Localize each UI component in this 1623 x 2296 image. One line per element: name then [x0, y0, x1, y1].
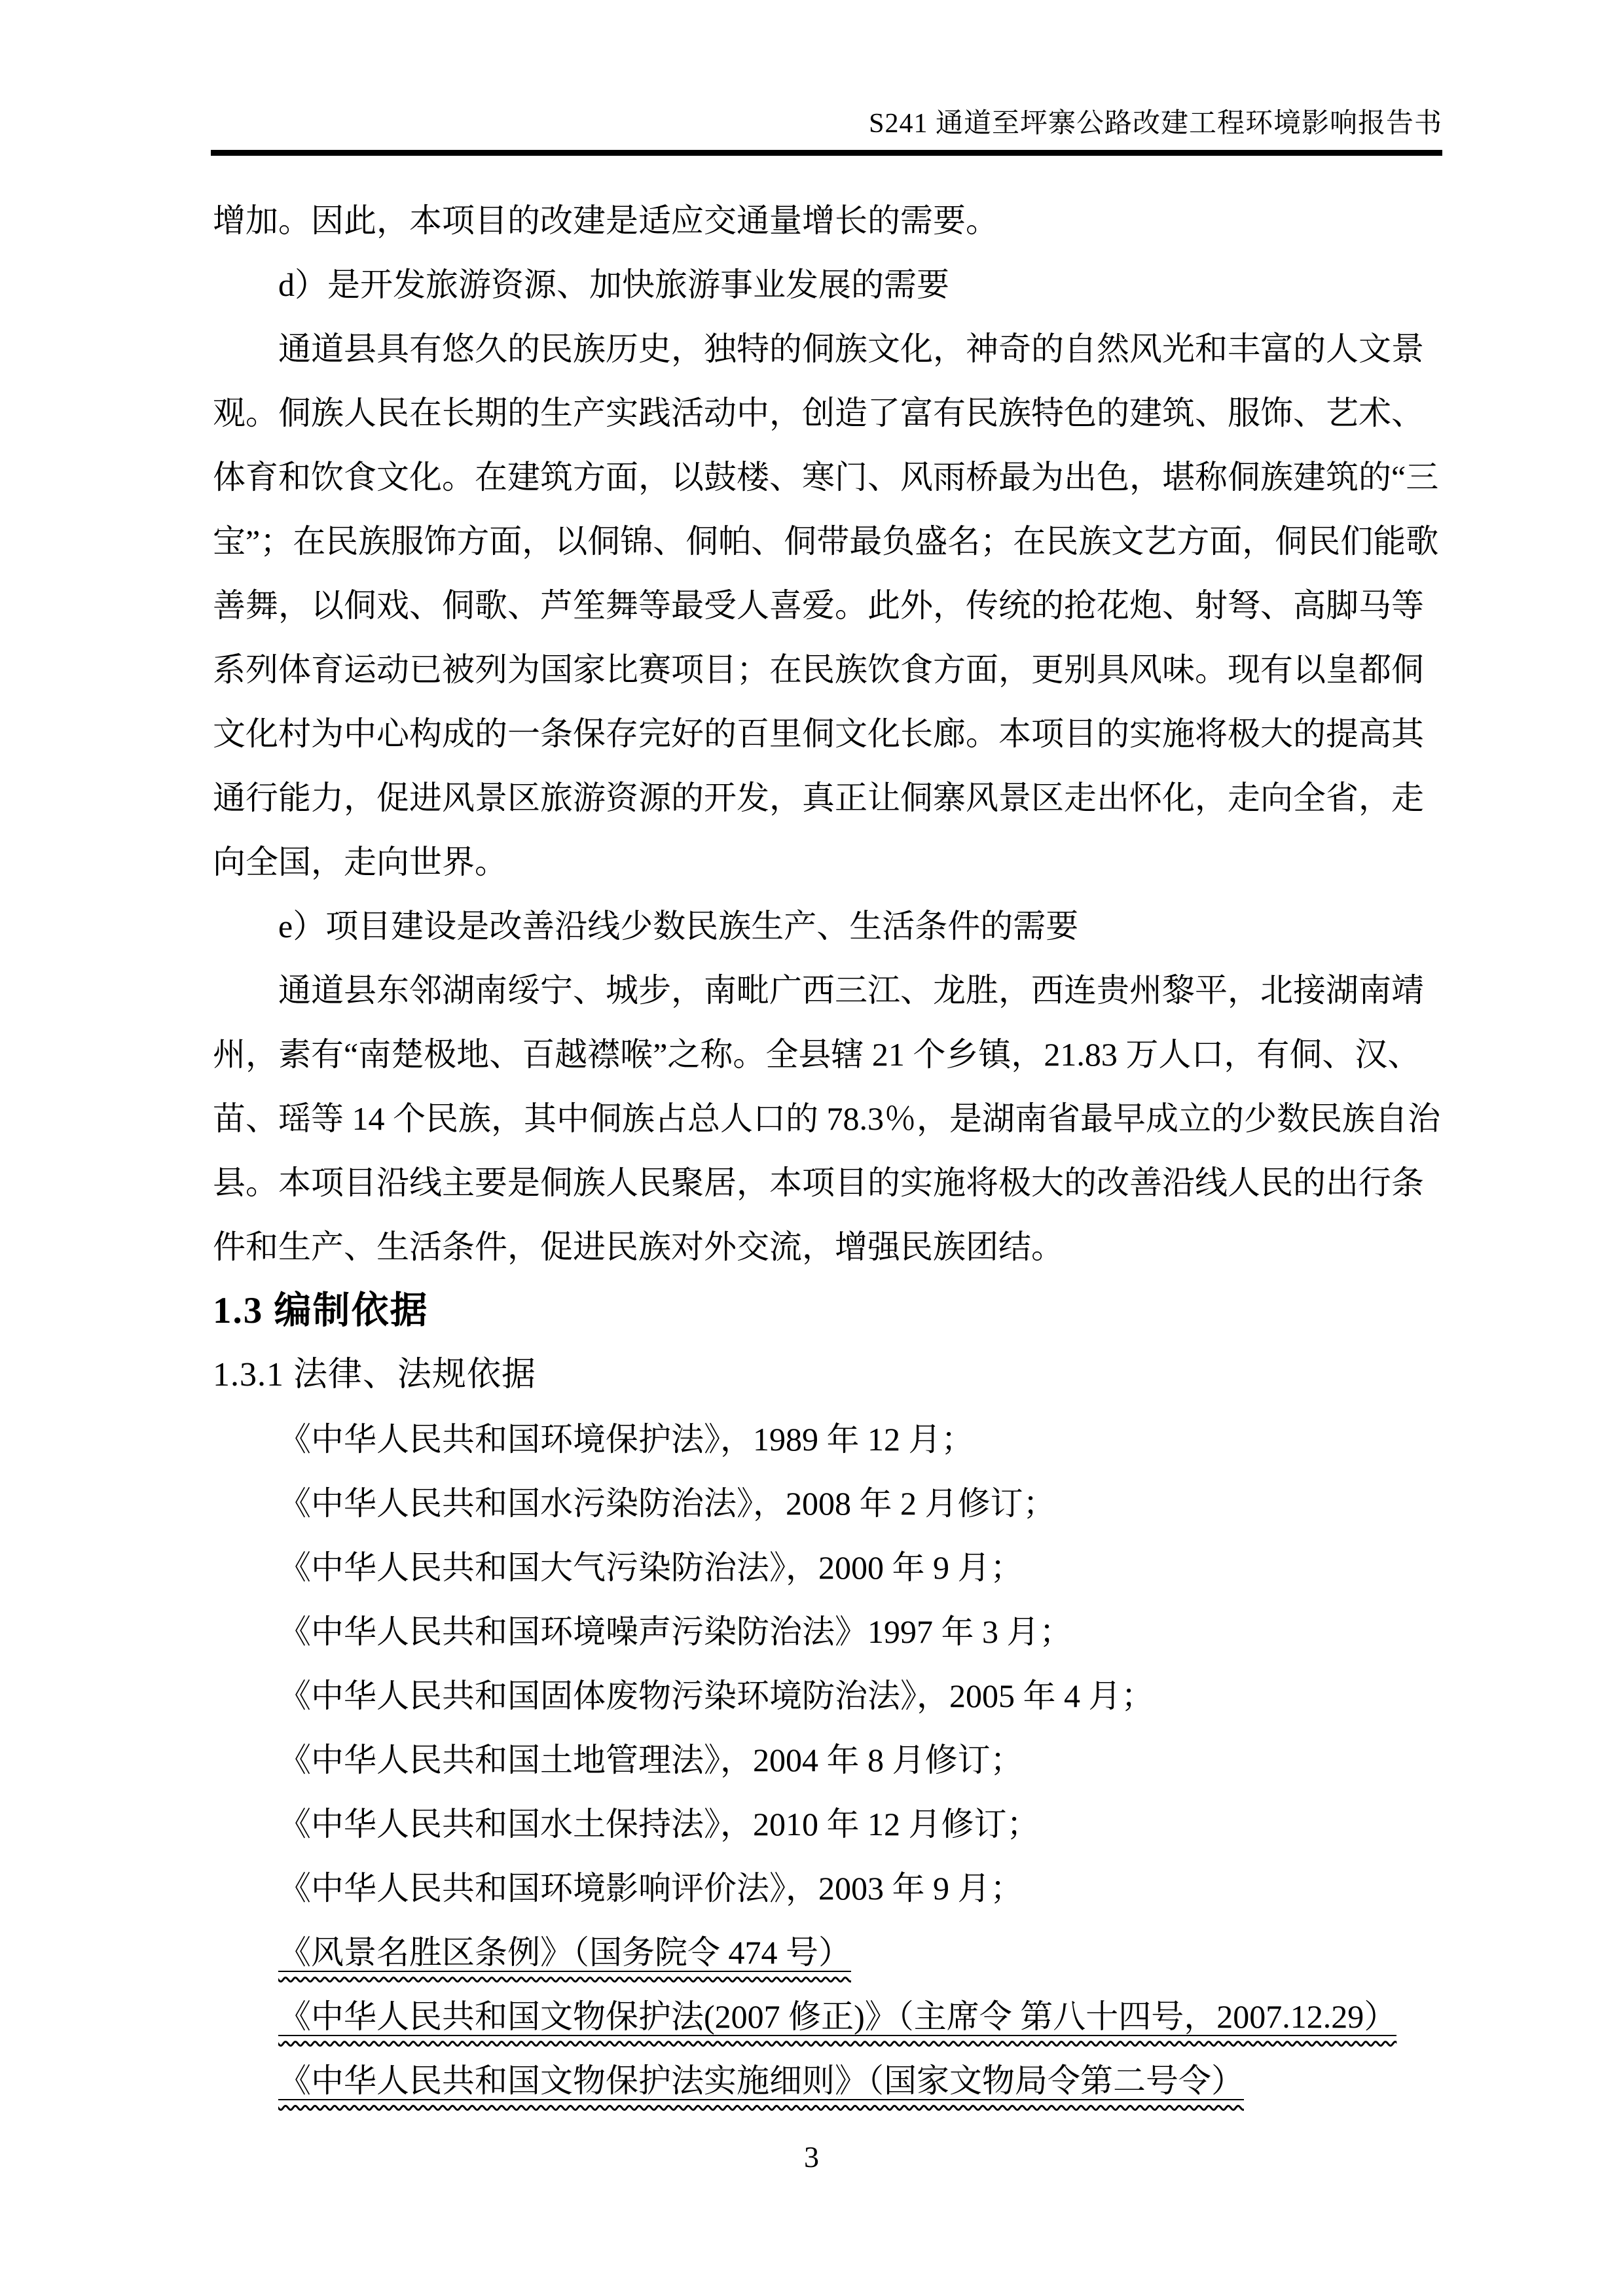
text-line: 善舞，以侗戏、侗歌、芦笙舞等最受人喜爱。此外，传统的抢花炮、射弩、高脚马等 [213, 587, 1424, 624]
text-line: e）项目建设是改善沿线少数民族生产、生活条件的需要 [278, 908, 1079, 944]
text-line: 系列体育运动已被列为国家比赛项目；在民族饮食方面，更别具风味。现有以皇都侗 [213, 651, 1424, 688]
text-line: 《中华人民共和国环境保护法》，1989 年 12 月； [278, 1421, 974, 1458]
text-line: 通道县具有悠久的民族历史，独特的侗族文化，神奇的自然风光和丰富的人文景 [278, 331, 1424, 367]
page-footer [0, 2139, 1623, 2176]
text-line: 《中华人民共和国固体废物污染环境防治法》，2005 年 4 月； [278, 1677, 1154, 1714]
text-line [213, 1920, 1440, 1984]
subsection-heading: 1.3.1 法律、法规依据 [213, 1356, 537, 1393]
text-line: 州，素有“南楚极地、百越襟喉”之称。全县辖 21 个乡镇，21.83 万人口，有侗、汉、 [213, 1036, 1421, 1073]
text-line: 《中华人民共和国大气污染防治法》，2000 年 9 月； [278, 1549, 1023, 1586]
text-line: 件和生产、生活条件，促进民族对外交流，增强民族团结。 [213, 1229, 1064, 1265]
text-line: 增加。因此，本项目的改建是适应交通量增长的需要。 [213, 202, 998, 239]
text-line: 文化村为中心构成的一条保存完好的百里侗文化长廊。本项目的实施将极大的提高其 [213, 715, 1424, 752]
text-line: 宝”；在民族服饰方面，以侗锦、侗帕、侗带最负盛名；在民族文艺方面，侗民们能歌 [213, 523, 1439, 560]
text-line: 观。侗族人民在长期的生产实践活动中，创造了富有民族特色的建筑、服饰、艺术、 [213, 395, 1424, 431]
text-line [213, 2049, 1440, 2113]
text-line: 《中华人民共和国环境影响评价法》，2003 年 9 月； [278, 1870, 1023, 1907]
text-line: 向全国，走向世界。 [213, 844, 507, 880]
text-line: 县。本项目沿线主要是侗族人民聚居，本项目的实施将极大的改善沿线人民的出行条 [213, 1164, 1424, 1201]
page-number: 3 [804, 2140, 819, 2174]
text-line: 《中华人民共和国环境噪声污染防治法》1997 年 3 月； [278, 1613, 1072, 1650]
text-line: 苗、瑶等 14 个民族，其中侗族占总人口的 78.3％，是湖南省最早成立的少数民族自治 [213, 1100, 1440, 1137]
wavy-underlined-text: 《中华人民共和国文物保护法(2007 修正)》（主席令 第八十四号，2007.12.29） [278, 1998, 1397, 2035]
text-line: 《中华人民共和国土地管理法》，2004 年 8 月修订； [278, 1742, 1023, 1778]
page-header [211, 107, 1442, 156]
wavy-underlined-text: 《风景名胜区条例》（国务院令 474 号） [278, 1934, 851, 1971]
text-line: 《中华人民共和国水土保持法》，2010 年 12 月修订； [278, 1806, 1040, 1842]
wavy-underlined-text: 《中华人民共和国文物保护法实施细则》（国家文物局令第二号令） [278, 2062, 1244, 2099]
header-title: S241 通道至坪寨公路改建工程环境影响报告书 [869, 109, 1442, 139]
document-body-lines [213, 188, 1440, 2113]
text-line [213, 1984, 1440, 2049]
text-line: d）是开发旅游资源、加快旅游事业发展的需要 [278, 266, 949, 303]
section-heading: 1.3 编制依据 [213, 1290, 429, 1331]
text-line: 体育和饮食文化。在建筑方面，以鼓楼、寒门、风雨桥最为出色，堪称侗族建筑的“三 [213, 459, 1439, 495]
text-line: 通行能力，促进风景区旅游资源的开发，真正让侗寨风景区走出怀化，走向全省，走 [213, 780, 1424, 816]
text-line: 《中华人民共和国水污染防治法》，2008 年 2 月修订； [278, 1485, 1056, 1522]
text-line: 通道县东邻湖南绥宁、城步，南毗广西三江、龙胜，西连贵州黎平，北接湖南靖 [278, 972, 1424, 1009]
